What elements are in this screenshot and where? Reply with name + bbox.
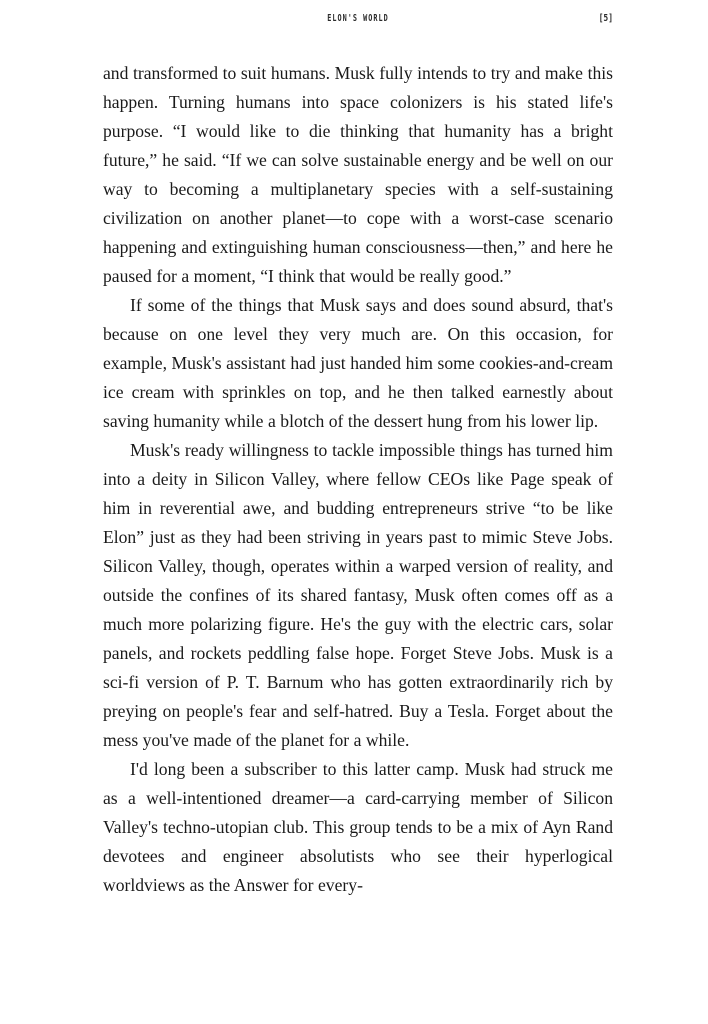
running-head — [103, 13, 613, 27]
body-text-block — [103, 59, 613, 900]
paragraph-3: Musk's ready willingness to tackle impossible things has turned him into a deity in Silicon Valley, where fellow CEOs like Page speak of him in reverential awe, and budding entrepreneurs strive “to be like Elon” just as they had been striving in years past to mimic Steve Jobs. Silicon Valley, though, operates within a warped version of reality, and outside the confines of its shared fantasy, Musk often comes off as a much more polarizing figure. He's the guy with the electric cars, solar panels, and rockets peddling false hope. Forget Steve Jobs. Musk is a sci-fi version of P. T. Barnum who has gotten extraordinarily rich by preying on people's fear and self-hatred. Buy a Tesla. Forget about the mess you've made of the planet for a while. — [103, 440, 613, 750]
page-number: [5] — [598, 13, 613, 24]
paragraph-4: I'd long been a subscriber to this latter camp. Musk had struck me as a well-intentioned dreamer—a card-carrying member of Silicon Valley's techno-utopian club. This group tends to be a mix of Ayn Rand devotees and engineer absolutists who see their hyperlogical worldviews as the Answer for every- — [103, 759, 613, 895]
paragraph-2: If some of the things that Musk says and does sound absurd, that's because on one level they very much are. On this occasion, for example, Musk's assistant had just handed him some cookies-and-cream ice cream with sprinkles on top, and he then talked earnestly about saving humanity while a blotch of the dessert hung from his lower lip. — [103, 295, 613, 431]
paragraph-1: and transformed to suit humans. Musk fully intends to try and make this happen. Turning humans into space colonizers is his stated life's purpose. “I would like to die thinking that humanity has a bright future,” he said. “If we can solve sustainable energy and be well on our way to becoming a multiplanetary species with a self-sustaining civilization on another planet—to cope with a worst-case scenario happening and extinguishing human consciousness—then,” and here he paused for a moment, “I think that would be really good.” — [103, 63, 613, 286]
running-head-title: ELON'S WORLD — [327, 13, 389, 24]
